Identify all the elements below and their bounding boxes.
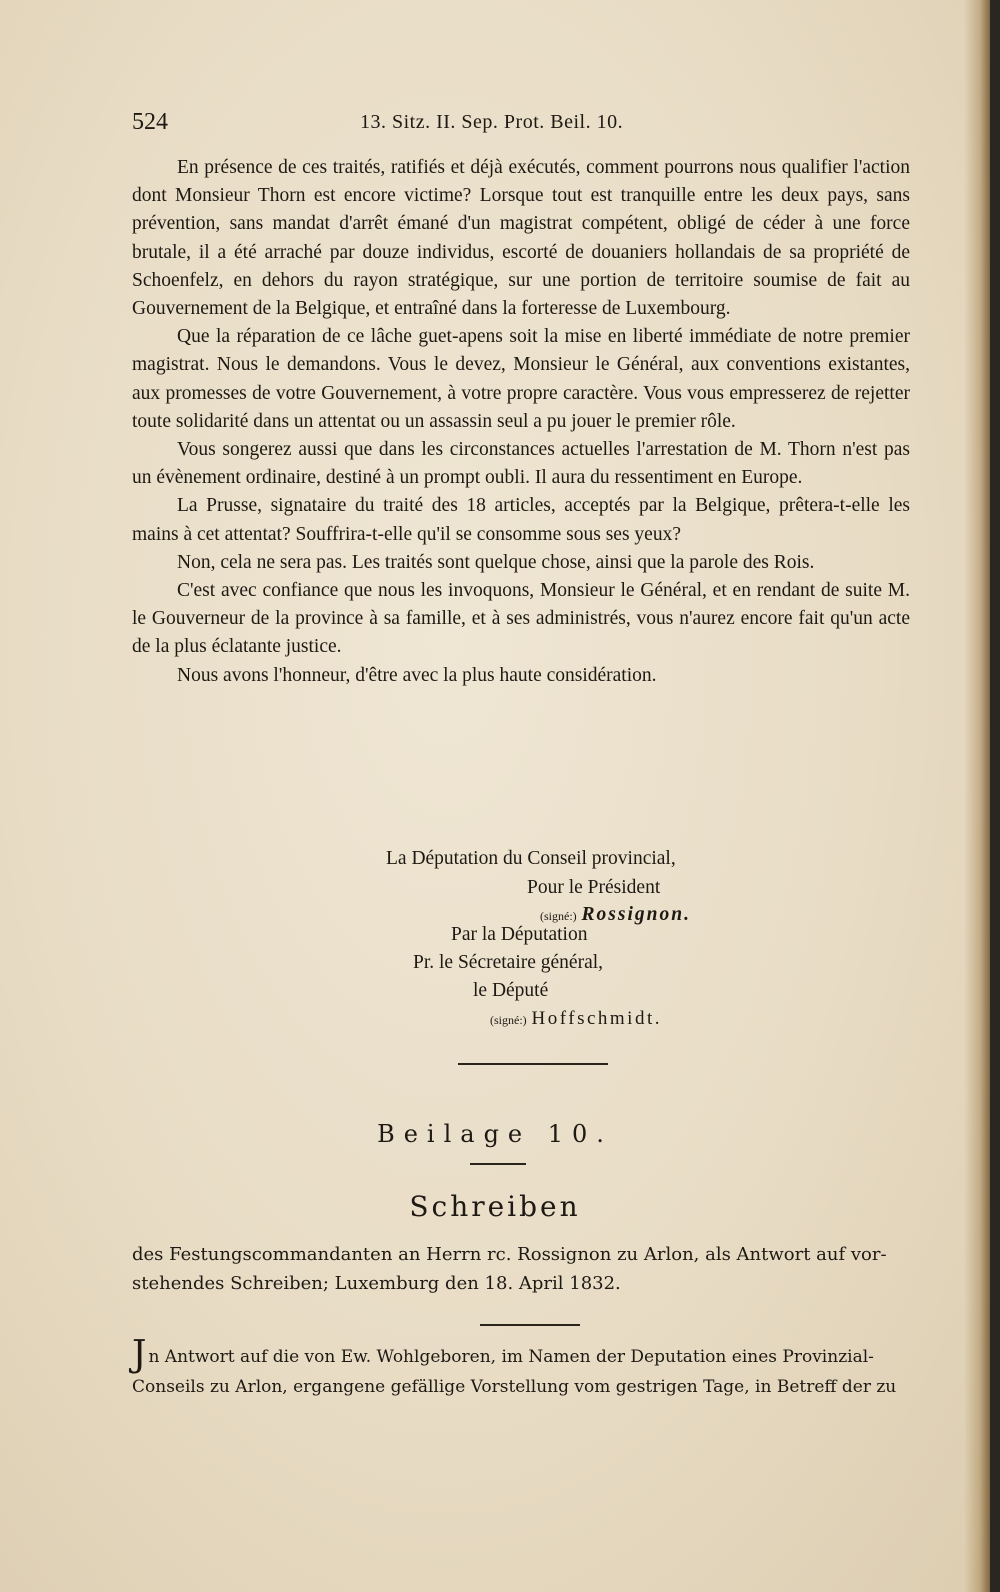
section-divider	[458, 1063, 608, 1065]
page-number: 524	[132, 109, 168, 135]
paragraph: La Prusse, signataire du traité des 18 articles, acceptés par la Belgique, prêtera-t-elle les mains à cet attentat? Souffrira-t-elle qu'il se consomme sous ses yeux?	[132, 495, 910, 545]
signer-name: Hoffschmidt.	[531, 1008, 662, 1029]
paragraph: Nous avons l'honneur, d'être avec la plus haute considération.	[177, 664, 657, 686]
drop-cap: J	[132, 1334, 147, 1375]
signed-label: (signé:)	[540, 909, 577, 923]
description-line: des Festungscommandanten an Herrn rc. Rossignon zu Arlon, als Antwort auf vor-	[132, 1244, 887, 1265]
letter-body	[132, 154, 910, 690]
paragraph: En présence de ces traités, ratifiés et déjà exécutés, comment pourrons nous qualifier l'action dont Monsieur Thorn est encore victime? Lorsque tout est tranquille entre les deux pays, sans prévention, sans mandat d'arrêt émané d'un magistrat compétent, obligé de céder à une force brutale, il a été arraché par douze individus, escorté de douaniers hollandais de sa propriété de Schoenfelz, en dehors du rayon stratégique, sur une portion de territoire soumise de fait au Gouvernement de la Belgique, et entraîné dans la forteresse de Luxembourg.	[132, 157, 910, 320]
appendix-description	[132, 1240, 912, 1298]
description-line: stehendes Schreiben; Luxemburg den 18. April 1832.	[132, 1273, 621, 1294]
heading-underline	[470, 1163, 526, 1165]
letter-line: Conseils zu Arlon, ergangene gefällige Vorstellung vom gestrigen Tage, in Betreff der zu	[132, 1377, 897, 1397]
signature-rossignon	[540, 904, 691, 926]
appendix-title: Schreiben	[409, 1190, 581, 1223]
paragraph: Vous songerez aussi que dans les circonstances actuelles l'arrestation de M. Thorn n'est pas un évènement ordinaire, destiné à un prompt oubli. Il aura du ressentiment en Europe.	[132, 439, 910, 489]
signer-name: Rossignon.	[581, 904, 691, 925]
signature-hoffschmidt	[490, 1008, 662, 1030]
paragraph: Que la réparation de ce lâche guet-apens soit la mise en liberté immédiate de notre premier magistrat. Nous le demandons. Vous le devez, Monsieur le Général, aux conventions existantes, aux promesses de votre Gouvernement, à votre propre caractère. Vous vous empresserez de rejetter toute solidarité dans un attentat ou un assassin seul a pu jouer le premier rôle.	[132, 326, 910, 432]
paragraph: C'est avec confiance que nous les invoquons, Monsieur le Général, et en rendant de suite M. le Gouverneur de la province à sa famille, et à ses administrés, vous n'aurez encore fait qu'un acte de la plus éclatante justice.	[132, 580, 910, 658]
signature-line-par: Par la Députation	[451, 924, 588, 945]
signature-line-deputation: La Députation du Conseil provincial,	[386, 848, 676, 869]
appendix-letter	[132, 1334, 912, 1402]
letter-line	[132, 1334, 912, 1375]
paragraph: Non, cela ne sera pas. Les traités sont quelque chose, ainsi que la parole des Rois.	[177, 551, 815, 573]
signature-line-secretaire: Pr. le Sécretaire général,	[413, 952, 604, 973]
section-divider	[480, 1324, 580, 1326]
signed-label: (signé:)	[490, 1013, 527, 1027]
signature-line-president: Pour le Président	[527, 877, 661, 898]
page-header	[132, 103, 912, 143]
signature-line-depute: le Député	[473, 980, 549, 1001]
running-title: 13. Sitz. II. Sep. Prot. Beil. 10.	[360, 111, 624, 133]
page-edge-shadow	[964, 0, 990, 1592]
appendix-heading: Beilage 10.	[377, 1120, 613, 1148]
letter-line-text: n Antwort auf die von Ew. Wohlgeboren, im Namen der Deputation eines Provinzial-	[148, 1347, 874, 1367]
